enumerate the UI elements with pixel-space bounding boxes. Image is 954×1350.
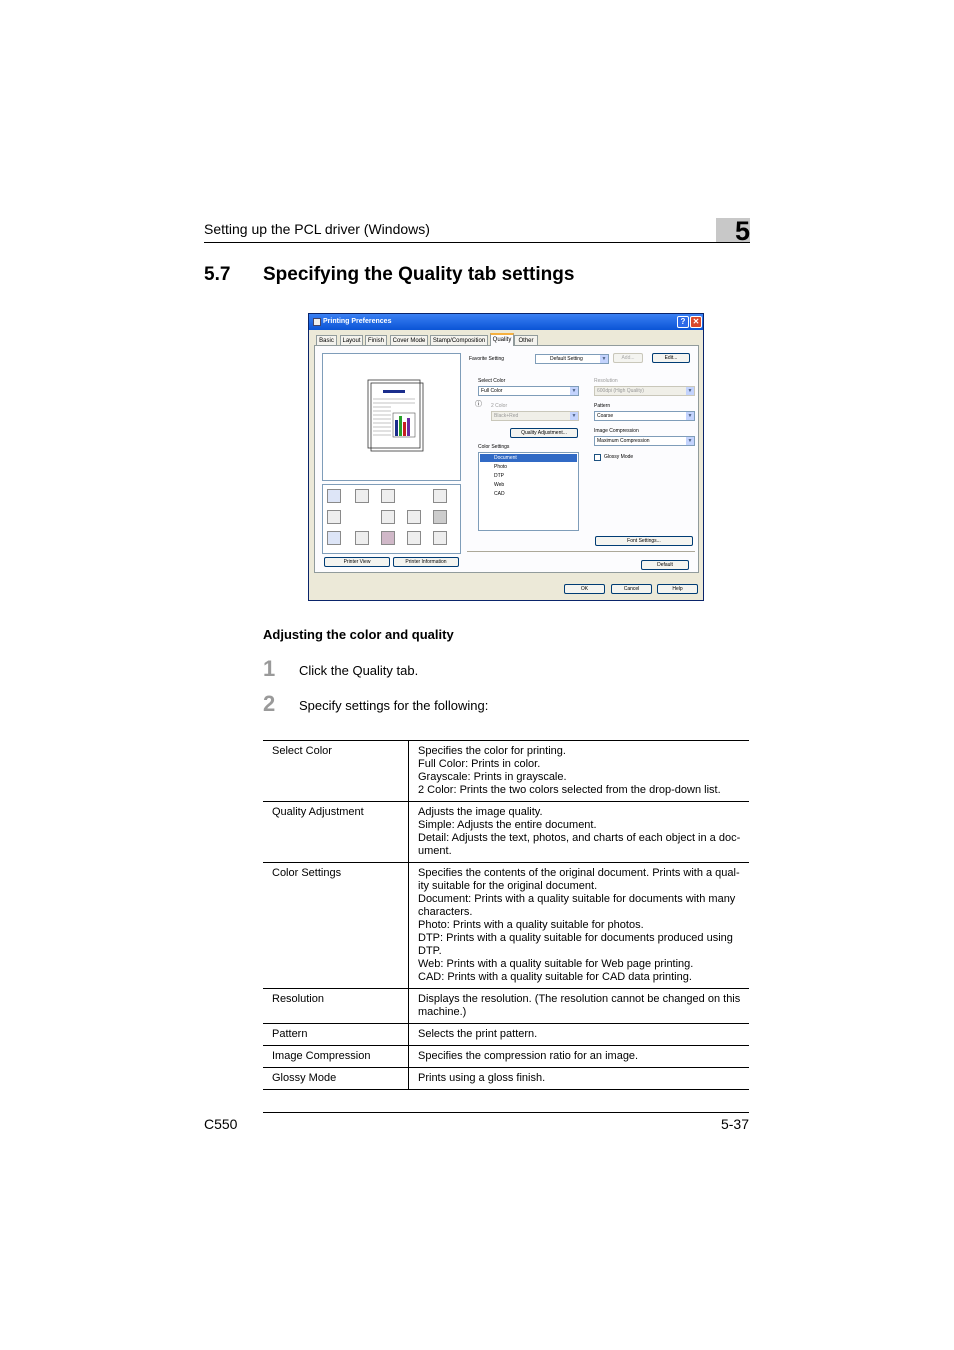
setting-term: Image Compression xyxy=(263,1046,409,1068)
description-line: ument. xyxy=(418,845,452,857)
page-preview xyxy=(322,353,461,481)
chevron-down-icon: ▼ xyxy=(687,438,693,444)
font-settings-button[interactable]: Font Settings... xyxy=(595,536,693,546)
dialog-title: Printing Preferences xyxy=(323,318,392,325)
description-line: DTP: Prints with a quality suitable for documents produced using xyxy=(418,932,733,944)
setting-description xyxy=(409,1024,750,1046)
booklet-icon xyxy=(327,531,341,545)
chevron-down-icon: ▼ xyxy=(571,413,577,419)
description-line: machine.) xyxy=(418,1006,467,1018)
two-color-label: 2 Color xyxy=(491,403,508,409)
description-line: Simple: Adjusts the entire document. xyxy=(418,819,597,831)
color-settings-list xyxy=(478,452,579,531)
color-settings-label: Color Settings xyxy=(478,444,510,450)
description-line: characters. xyxy=(418,906,473,918)
tab-layout[interactable]: Layout xyxy=(340,335,363,345)
help-title-button[interactable]: ? xyxy=(677,316,689,328)
tab-stamp-composition[interactable]: Stamp/Composition xyxy=(430,335,488,345)
table-row xyxy=(263,741,749,802)
running-header: Setting up the PCL driver (Windows) xyxy=(204,221,430,237)
tab-other[interactable]: Other xyxy=(514,335,538,345)
description-line: Selects the print pattern. xyxy=(418,1028,538,1040)
cancel-button[interactable]: Cancel xyxy=(611,584,652,594)
chapter-number: 5 xyxy=(734,216,750,246)
info-icon: ⓘ xyxy=(475,401,482,408)
printer-icon xyxy=(313,318,321,326)
setting-term: Quality Adjustment xyxy=(263,802,409,863)
tab-cover-mode[interactable]: Cover Mode xyxy=(390,335,428,345)
staple-icon xyxy=(433,489,447,503)
description-line: Specifies the color for printing. xyxy=(418,745,566,757)
copies-icon xyxy=(381,489,395,503)
users-icon xyxy=(381,531,395,545)
footer-model: C550 xyxy=(204,1116,238,1132)
color-setting-dtp[interactable]: DTP xyxy=(494,473,504,479)
setting-term: Pattern xyxy=(263,1024,409,1046)
description-line: 2 Color: Prints the two colors selected from the drop-down list. xyxy=(418,784,721,796)
description-line: ity suitable for the original document. xyxy=(418,880,598,892)
printer-view-button[interactable]: Printer View xyxy=(324,557,390,567)
setting-term: Color Settings xyxy=(263,863,409,989)
help-button[interactable]: Help xyxy=(657,584,698,594)
glossy-mode-label: Glossy Mode xyxy=(604,454,634,460)
description-line: Prints using a gloss finish. xyxy=(418,1072,546,1084)
step-1-text: Click the Quality tab. xyxy=(299,663,419,678)
text-icon xyxy=(381,510,395,524)
chevron-down-icon: ▼ xyxy=(687,413,693,419)
table-row xyxy=(263,802,749,863)
description-line: Web: Prints with a quality suitable for Web page printing. xyxy=(418,958,694,970)
close-title-button[interactable]: ✕ xyxy=(690,316,702,328)
setting-description xyxy=(409,863,750,989)
setting-term: Resolution xyxy=(263,989,409,1024)
quality-adjustment-button[interactable]: Quality Adjustment... xyxy=(510,428,578,438)
pattern-value: Coarse xyxy=(597,413,614,419)
footer-page-number: 5-37 xyxy=(720,1116,749,1132)
chevron-down-icon: ▼ xyxy=(687,388,693,394)
add-button[interactable]: Add... xyxy=(613,353,643,363)
header-rule xyxy=(204,242,750,243)
step-2-number: 2 xyxy=(263,691,276,716)
description-line: Specifies the contents of the original document. Prints with a qual- xyxy=(418,867,740,879)
tab-finish[interactable]: Finish xyxy=(365,335,387,345)
footer-rule xyxy=(263,1112,749,1113)
table-row xyxy=(263,863,749,989)
select-color-select[interactable] xyxy=(478,386,579,396)
favorite-setting-select[interactable] xyxy=(535,354,609,364)
resolution-label: Resolution xyxy=(594,378,618,384)
section-title: Specifying the Quality tab settings xyxy=(263,264,575,285)
stamp-icon xyxy=(355,531,369,545)
select-color-label: Select Color xyxy=(478,378,506,384)
select-color-value: Full Color xyxy=(481,388,503,394)
description-line: Grayscale: Prints in grayscale. xyxy=(418,771,567,783)
layout-icon xyxy=(327,489,341,503)
table-row xyxy=(263,989,749,1024)
pages-icon xyxy=(355,489,369,503)
description-line: Document: Prints with a quality suitable for documents with many xyxy=(418,893,736,905)
description-line: Detail: Adjusts the text, photos, and charts of each object in a doc- xyxy=(418,832,741,844)
setting-description xyxy=(409,989,750,1024)
two-color-select[interactable] xyxy=(491,411,579,421)
description-line: CAD: Prints with a quality suitable for CAD data printing. xyxy=(418,971,692,983)
image-compression-select[interactable] xyxy=(594,436,695,446)
pattern-label: Pattern xyxy=(594,403,611,409)
glossy-mode-checkbox[interactable] xyxy=(594,454,601,461)
favorite-setting-label: Favorite Setting xyxy=(469,356,505,362)
dialog-title-bar xyxy=(309,314,703,330)
chevron-down-icon: ▼ xyxy=(571,388,577,394)
tab-basic[interactable]: Basic xyxy=(316,335,337,345)
description-line: Displays the resolution. (The resolution cannot be changed on this xyxy=(418,993,741,1005)
subheading: Adjusting the color and quality xyxy=(263,627,454,642)
description-line: DTP. xyxy=(418,945,442,957)
description-line: Photo: Prints with a quality suitable for photos. xyxy=(418,919,644,931)
image-compression-label: Image Compression xyxy=(594,428,639,434)
step-2-text: Specify settings for the following: xyxy=(299,698,489,713)
description-line: Specifies the compression ratio for an image. xyxy=(418,1050,639,1062)
favorite-setting-value: Default Setting xyxy=(550,356,583,362)
paper-icon xyxy=(433,510,447,524)
step-1-number: 1 xyxy=(263,656,276,681)
cover-icon xyxy=(407,531,421,545)
finish-icon xyxy=(433,531,447,545)
two-color-value: Black+Red xyxy=(494,413,519,419)
setting-description xyxy=(409,1046,750,1068)
color-setting-web[interactable]: Web xyxy=(494,482,505,488)
setting-term: Glossy Mode xyxy=(263,1068,409,1090)
color-setting-cad[interactable]: CAD xyxy=(494,491,505,497)
printing-preferences-dialog xyxy=(308,313,704,601)
color-setting-photo[interactable]: Photo xyxy=(494,464,508,470)
setting-description xyxy=(409,741,750,802)
printer-information-button[interactable]: Printer Information xyxy=(393,557,459,567)
pattern-select[interactable] xyxy=(594,411,695,421)
preview-page-graphic xyxy=(323,354,460,480)
panel-divider xyxy=(467,551,695,552)
table-row xyxy=(263,1024,749,1046)
description-line: Full Color: Prints in color. xyxy=(418,758,541,770)
default-button[interactable]: Default xyxy=(641,560,689,570)
quality-tab-panel xyxy=(314,345,699,573)
edit-button[interactable]: Edit... xyxy=(652,353,690,363)
setting-description xyxy=(409,802,750,863)
punch-icon xyxy=(407,510,421,524)
setting-term: Select Color xyxy=(263,741,409,802)
resolution-value: 600dpi (High Quality) xyxy=(597,388,644,394)
image-compression-value: Maximum Compression xyxy=(597,438,650,444)
duplex-icon xyxy=(327,510,341,524)
tab-quality[interactable]: Quality xyxy=(490,333,514,346)
resolution-select[interactable] xyxy=(594,386,695,396)
table-row xyxy=(263,1068,749,1090)
settings-table xyxy=(263,740,749,1090)
setting-description xyxy=(409,1068,750,1090)
section-number: 5.7 xyxy=(204,264,231,285)
table-row xyxy=(263,1046,749,1068)
settings-icon-grid xyxy=(322,484,461,554)
description-line: Adjusts the image quality. xyxy=(418,806,543,818)
chevron-down-icon: ▼ xyxy=(601,356,607,362)
ok-button[interactable]: OK xyxy=(564,584,605,594)
color-setting-document[interactable]: Document xyxy=(480,454,577,462)
